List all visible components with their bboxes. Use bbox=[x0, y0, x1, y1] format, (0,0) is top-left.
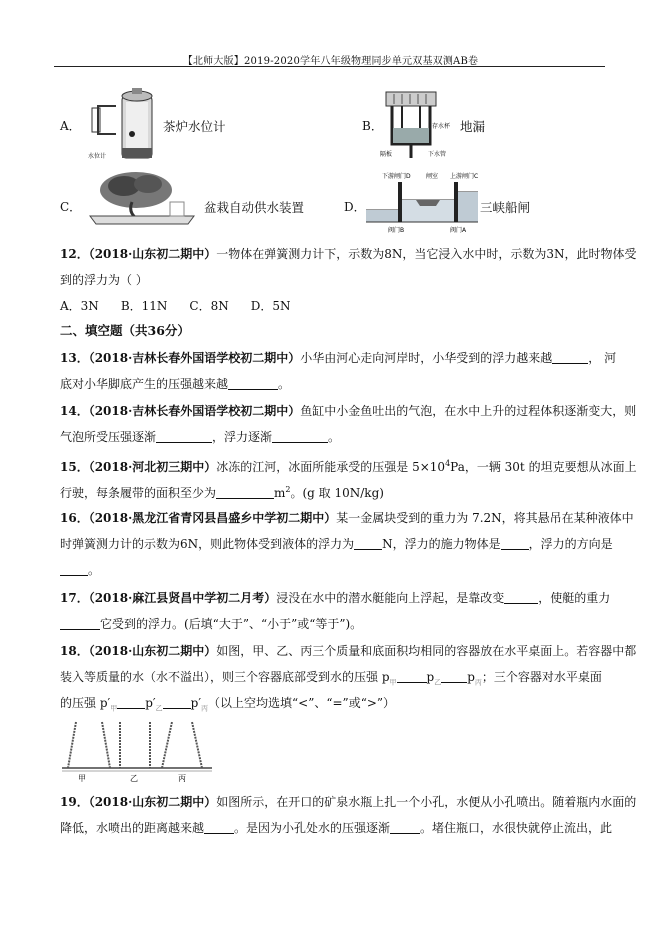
q12-choice-a[interactable]: A．3N bbox=[60, 299, 99, 313]
q18-subscript: 甲 bbox=[389, 678, 397, 687]
q16-text: 某一金属块受到的重力为 7.2N，将其悬吊在某种液体中 bbox=[336, 511, 634, 525]
q18-text: 的压强 p′ bbox=[60, 696, 111, 710]
container-label-yi: 乙 bbox=[130, 774, 138, 783]
q18-line3 bbox=[60, 695, 395, 716]
option-c-label: 盆栽自动供水装置 bbox=[204, 200, 305, 215]
q12-choice-d[interactable]: D．5N bbox=[250, 299, 291, 313]
q18-subscript: 乙 bbox=[155, 704, 163, 713]
q16-text: 。 bbox=[88, 563, 101, 577]
q16-blank-1[interactable] bbox=[354, 537, 382, 550]
container-label-jia: 甲 bbox=[78, 774, 86, 783]
q15-text: 行驶，每条履带的面积至少为 bbox=[60, 486, 217, 500]
q19-blank-1[interactable] bbox=[204, 821, 234, 834]
q19-text: 。是因为小孔处水的压强逐渐 bbox=[234, 821, 391, 835]
q18-line1 bbox=[60, 643, 636, 659]
q13-text: ， 河 bbox=[588, 351, 617, 365]
q19-text: 降低，水喷出的距离越来越 bbox=[60, 821, 205, 835]
floor-drain-figure bbox=[380, 88, 458, 164]
q14-text: 。 bbox=[328, 430, 341, 444]
q18-subscript: 乙 bbox=[434, 678, 442, 687]
page-header: 【北师大版】2019-2020学年八年级物理同步单元双基双测AB卷 bbox=[182, 56, 479, 67]
q16-line1 bbox=[60, 510, 634, 526]
option-d-label: 三峡船闸 bbox=[480, 200, 531, 215]
q17-line1 bbox=[60, 590, 610, 606]
q14-text: 鱼缸中小金鱼吐出的气泡，在水中上升的过程体积逐渐变大，则 bbox=[300, 404, 637, 418]
drain-label-cup: 存水杯 bbox=[432, 123, 451, 130]
q13-text: 小华由河心走向河岸时，小华受到的浮力越来越 bbox=[300, 351, 553, 365]
q15-text: 冰冻的江河，冰面所能承受的压强是 5×10 bbox=[216, 460, 446, 474]
lock-label-valve-b: 阀门B bbox=[388, 227, 405, 234]
q17-text: 浸没在水中的潜水艇能向上浮起，是靠改变 bbox=[276, 591, 505, 605]
q15-exponent: 4 bbox=[445, 459, 451, 468]
q12-source: 12．（2018·山东初二期中） bbox=[60, 247, 217, 261]
q19-text: 如图所示，在开口的矿泉水瓶上扎一个小孔，水便从小孔喷出。随着瓶内水面的 bbox=[216, 795, 637, 809]
q16-line2 bbox=[60, 536, 613, 552]
q17-source: 17．（2018·麻江县贤昌中学初二月考） bbox=[60, 591, 277, 605]
q14-line1 bbox=[60, 403, 636, 419]
boiler-figure bbox=[86, 86, 162, 164]
q18-text: p bbox=[467, 670, 475, 684]
q19-line2 bbox=[60, 820, 612, 836]
container-label-bing: 丙 bbox=[178, 774, 186, 783]
q15-unit-exponent: 2 bbox=[285, 485, 291, 494]
q13-text: 底对小华脚底产生的压强越来越 bbox=[60, 377, 229, 391]
drain-label-pipe: 下水管 bbox=[428, 151, 447, 158]
q16-text: N，浮力的施力物体是 bbox=[382, 537, 501, 551]
q15-source: 15．（2018·河北初三期中） bbox=[60, 460, 217, 474]
q16-text: 时弹簧测力计的示数为6N，则此物体受到液体的浮力为 bbox=[60, 537, 355, 551]
q16-source: 16．（2018·黑龙江省青冈县昌盛乡中学初二期中） bbox=[60, 511, 337, 525]
q18-text: p′ bbox=[190, 696, 202, 710]
q12-text1: 一物体在弹簧测力计下，示数为8N，当它浸入水中时，示数为3N，此时物体受 bbox=[216, 247, 637, 261]
q16-blank-2[interactable] bbox=[501, 537, 529, 550]
q14-line2 bbox=[60, 429, 340, 445]
q18-text: 如图，甲、乙、丙三个质量和底面积均相同的容器放在水平桌面上。若容器中都 bbox=[216, 644, 637, 658]
option-b-label: 地漏 bbox=[460, 119, 486, 134]
q14-blank-1[interactable] bbox=[156, 430, 212, 443]
q18-blank-4[interactable] bbox=[163, 696, 191, 709]
option-d-letter: D． bbox=[344, 200, 366, 214]
option-b-letter: B． bbox=[362, 119, 383, 133]
q12-choices bbox=[60, 298, 313, 314]
option-c-letter: C． bbox=[60, 200, 82, 214]
q15-unit: m bbox=[274, 486, 286, 500]
option-a-letter: A． bbox=[60, 119, 81, 133]
q12-line1 bbox=[60, 246, 637, 262]
q18-text: 装入等质量的水（水不溢出），则三个容器底部受到水的压强 p bbox=[60, 670, 390, 684]
q18-text: ；三个容器对水平桌面 bbox=[481, 670, 602, 684]
q18-subscript: 丙 bbox=[201, 704, 209, 713]
q12-choice-c[interactable]: C．8N bbox=[189, 299, 229, 313]
q18-blank-3[interactable] bbox=[117, 696, 145, 709]
q13-line2 bbox=[60, 376, 290, 392]
lock-label-valve-a: 阀门A bbox=[450, 227, 467, 234]
q19-source: 19．（2018·山东初二期中） bbox=[60, 795, 217, 809]
q17-blank-1[interactable] bbox=[504, 591, 538, 604]
lock-label-chamber: 闸室 bbox=[426, 173, 439, 180]
q18-blank-1[interactable] bbox=[397, 670, 427, 683]
q18-subscript: 甲 bbox=[110, 704, 118, 713]
containers-figure bbox=[62, 718, 212, 784]
q14-blank-2[interactable] bbox=[272, 430, 328, 443]
q18-text: p′ bbox=[145, 696, 156, 710]
q12-line2: 到的浮力为（ ） bbox=[60, 273, 148, 287]
q16-blank-3[interactable] bbox=[60, 563, 88, 576]
q17-line2 bbox=[60, 616, 362, 632]
q19-blank-2[interactable] bbox=[390, 821, 420, 834]
q14-source: 14．（2018·吉林长春外国语学校初二期中） bbox=[60, 404, 301, 418]
header-divider bbox=[54, 66, 605, 67]
q17-text: ，使艇的重力 bbox=[538, 591, 611, 605]
q18-source: 18．（2018·山东初二期中） bbox=[60, 644, 217, 658]
q16-text: ，浮力的方向是 bbox=[528, 537, 613, 551]
q19-line1 bbox=[60, 794, 636, 810]
boiler-gauge-label: 水位计 bbox=[88, 153, 107, 160]
q13-blank-2[interactable] bbox=[228, 377, 278, 390]
drain-label-plate: 隔板 bbox=[380, 151, 393, 158]
q13-source: 13．（2018·吉林长春外国语学校初二期中） bbox=[60, 351, 301, 365]
q18-subscript: 丙 bbox=[474, 678, 482, 687]
q13-blank-1[interactable] bbox=[552, 351, 588, 364]
q14-text: 气泡所受压强逐渐 bbox=[60, 430, 157, 444]
lock-label-gate-d: 下游闸门D bbox=[382, 173, 411, 180]
ship-lock-figure bbox=[366, 170, 478, 234]
q17-text: 它受到的浮力。(后填“大于”、“小于”或“等于”)。 bbox=[100, 617, 363, 631]
q15-line2 bbox=[60, 482, 384, 501]
q15-text: Pa，一辆 30t 的坦克要想从冰面上 bbox=[450, 460, 637, 474]
q15-line1 bbox=[60, 456, 637, 475]
q18-blank-2[interactable] bbox=[441, 670, 467, 683]
q19-text: 。堵住瓶口，水很快就停止流出，此 bbox=[420, 821, 613, 835]
q14-text: ，浮力逐渐 bbox=[212, 430, 273, 444]
q13-text: 。 bbox=[278, 377, 291, 391]
q12-choice-b[interactable]: B．11N bbox=[120, 299, 168, 313]
q17-blank-2[interactable] bbox=[60, 617, 100, 630]
q18-line2 bbox=[60, 669, 602, 690]
q18-text: （以上空均选填“<”、“=”或“>”） bbox=[208, 696, 396, 710]
section-fill-in-title: 二、填空题（共36分） bbox=[60, 323, 190, 338]
q15-text: 。(g 取 10N/kg) bbox=[290, 486, 384, 500]
option-a-label: 茶炉水位计 bbox=[163, 119, 226, 134]
bonsai-figure bbox=[84, 168, 202, 230]
lock-label-gate-c: 上游闸门C bbox=[450, 173, 478, 180]
q13-line1 bbox=[60, 350, 616, 366]
q16-line3 bbox=[60, 562, 100, 578]
q15-blank[interactable] bbox=[216, 486, 274, 499]
q18-text: p bbox=[426, 670, 435, 684]
